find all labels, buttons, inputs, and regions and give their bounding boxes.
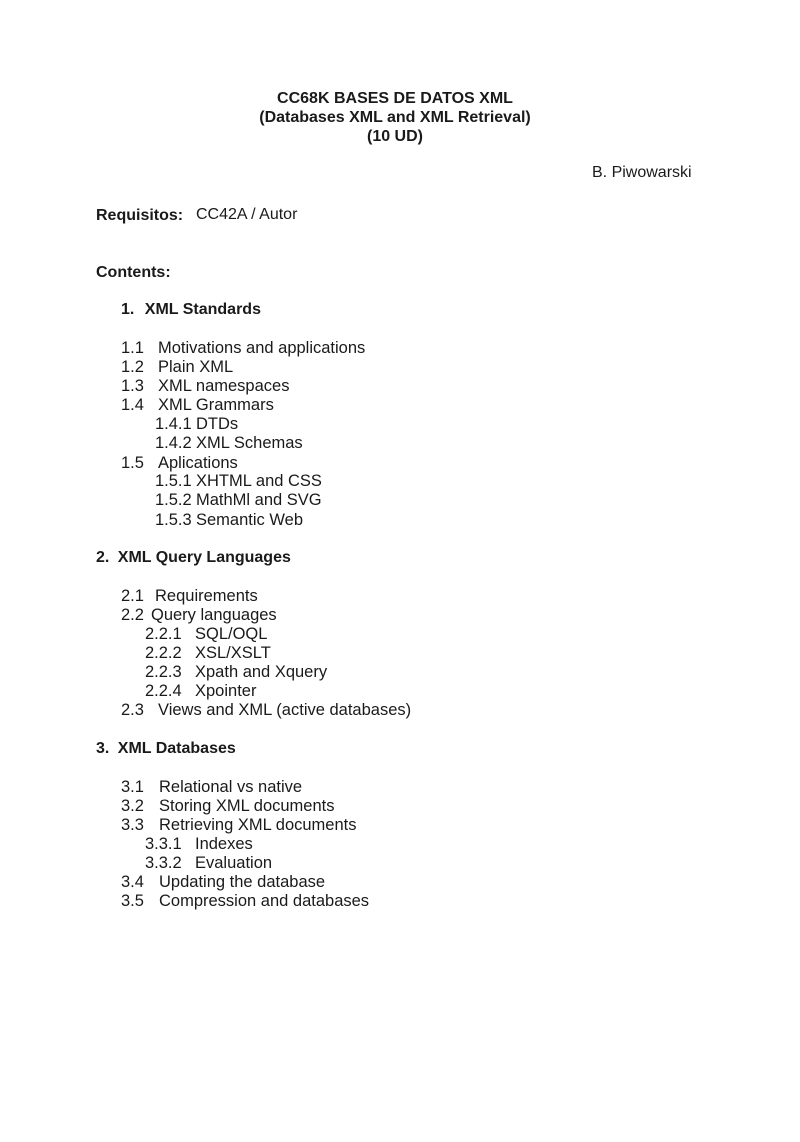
list-item [121, 701, 411, 720]
course-title: CC68K BASES DE DATOS XML [277, 90, 513, 107]
item-text: Relational vs native [159, 778, 303, 796]
item-number: 2.3 [121, 701, 144, 719]
item-number: 3.3.2 [145, 854, 182, 872]
item-text: Indexes [195, 835, 253, 853]
item-number: 2.2 [121, 606, 144, 624]
list-item [121, 339, 365, 358]
course-units: (10 UD) [366, 128, 423, 145]
section-title: XML Databases [117, 740, 236, 757]
item-text: MathMl and SVG [196, 491, 322, 509]
item-number: 1.3 [121, 377, 144, 395]
item-number: 3.3 [121, 816, 144, 834]
list-item [121, 396, 274, 415]
item-text: DTDs [196, 415, 239, 433]
section-title: XML Query Languages [117, 549, 291, 566]
list-item [145, 835, 253, 854]
item-number: 2.1 [121, 587, 144, 605]
section-title: XML Standards [144, 301, 261, 318]
item-text: XML Schemas [196, 434, 303, 452]
item-number: 3.3.1 [145, 835, 182, 853]
list-item [121, 358, 233, 377]
list-item [121, 454, 238, 473]
list-item [121, 816, 356, 835]
item-number: 3.1 [121, 778, 144, 796]
item-number: 1.2 [121, 358, 144, 376]
list-item [145, 854, 272, 873]
list-item [145, 644, 271, 663]
item-number: 1.5.3 [155, 511, 192, 529]
list-item [121, 377, 289, 396]
item-text: Xpath and Xquery [195, 663, 328, 681]
item-number: 1.4.1 [155, 415, 192, 433]
item-text: Motivations and applications [158, 339, 366, 357]
item-text: Xpointer [195, 682, 257, 700]
list-item [155, 434, 303, 453]
item-text: Evaluation [195, 854, 273, 872]
section-number: 2. [96, 549, 110, 566]
contents-label: Contents: [96, 264, 171, 281]
item-number: 1.5 [121, 454, 144, 472]
item-number: 1.4 [121, 396, 144, 414]
item-text: Updating the database [159, 873, 326, 891]
list-item [155, 511, 303, 530]
requisitos-label: Requisitos: [96, 207, 184, 224]
item-number: 1.5.1 [155, 472, 192, 490]
list-item [121, 873, 325, 892]
section-heading [121, 301, 261, 319]
item-text: Semantic Web [196, 511, 303, 529]
course-subtitle: (Databases XML and XML Retrieval) [259, 109, 531, 126]
item-number: 1.5.2 [155, 491, 192, 509]
item-text: XSL/XSLT [195, 644, 271, 662]
item-number: 1.4.2 [155, 434, 192, 452]
list-item [121, 587, 258, 606]
item-number: 2.2.3 [145, 663, 182, 681]
item-number: 3.5 [121, 892, 144, 910]
list-item [155, 472, 322, 491]
list-item [145, 682, 256, 701]
item-number: 1.1 [121, 339, 144, 357]
item-number: 2.2.1 [145, 625, 182, 643]
item-number: 2.2.4 [145, 682, 182, 700]
item-number: 3.4 [121, 873, 144, 891]
list-item [121, 778, 302, 797]
item-text: XML namespaces [158, 377, 290, 395]
item-number: 2.2.2 [145, 644, 182, 662]
list-item [121, 606, 277, 625]
list-item [155, 415, 238, 434]
item-text: Query languages [151, 606, 277, 624]
section-number: 3. [96, 740, 110, 757]
item-text: Retrieving XML documents [159, 816, 357, 834]
item-text: XML Grammars [158, 396, 274, 414]
section-heading [96, 549, 291, 567]
section-number: 1. [121, 301, 135, 318]
author-name: B. Piwowarski [592, 164, 692, 181]
item-text: SQL/OQL [195, 625, 268, 643]
list-item [121, 892, 369, 911]
requisitos-value: CC42A / Autor [196, 206, 298, 223]
list-item [155, 491, 322, 510]
item-number: 3.2 [121, 797, 144, 815]
item-text: Storing XML documents [159, 797, 335, 815]
item-text: Requirements [155, 587, 258, 605]
item-text: Compression and databases [159, 892, 370, 910]
list-item [145, 663, 327, 682]
item-text: Views and XML (active databases) [158, 701, 412, 719]
section-heading [96, 740, 236, 758]
item-text: Aplications [158, 454, 238, 472]
item-text: Plain XML [158, 358, 234, 376]
item-text: XHTML and CSS [196, 472, 322, 490]
list-item [145, 625, 267, 644]
list-item [121, 797, 334, 816]
